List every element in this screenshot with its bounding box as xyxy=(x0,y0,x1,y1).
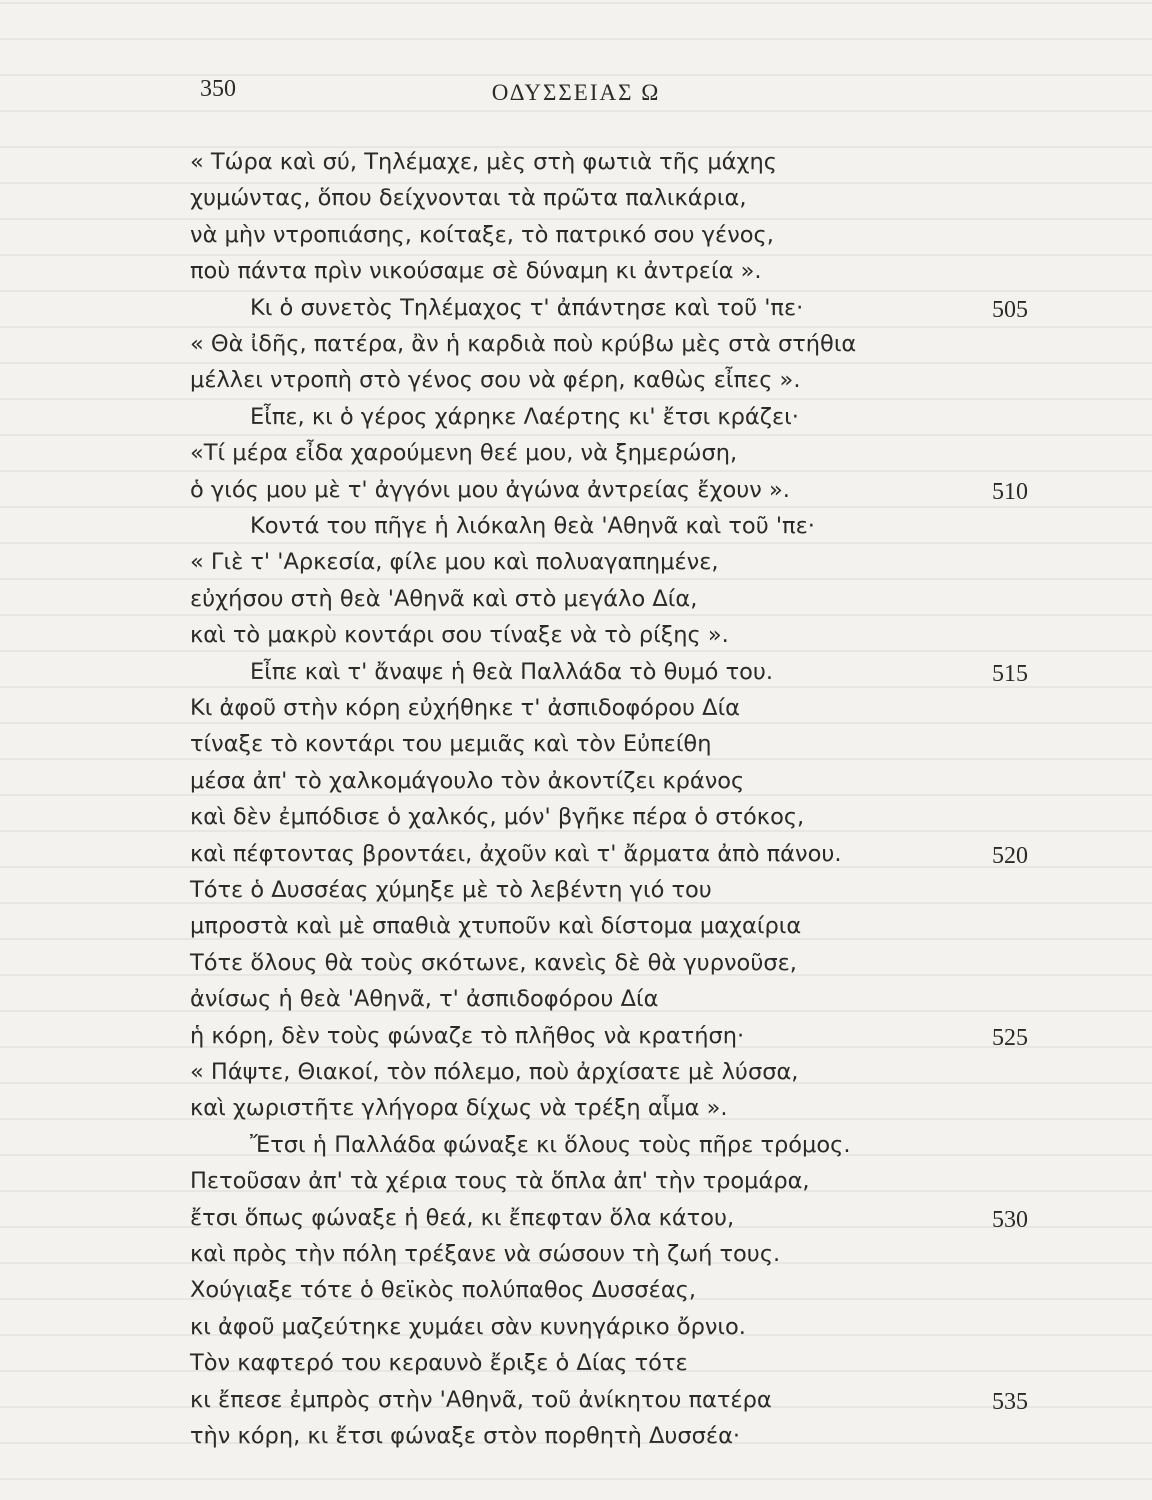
verse-line: τίναξε τὸ κοντάρι του μεμιᾶς καὶ τὸν Εὐπείθη xyxy=(190,731,712,757)
running-head: ΟΔΥΣΣΕΙΑΣ Ω xyxy=(491,80,661,105)
line-number: 515 xyxy=(992,661,1028,687)
verse-line: Τότε ὅλους θὰ τοὺς σκότωνε, κανεὶς δὲ θὰ γυρνοῦσε, xyxy=(190,950,797,976)
verse-line: Πετοῦσαν ἀπ' τὰ χέρια τους τὰ ὅπλα ἀπ' τὴν τρομάρα, xyxy=(190,1168,810,1194)
verse-line: καὶ χωριστῆτε γλήγορα δίχως νὰ τρέξη αἷμα ». xyxy=(190,1095,728,1121)
verse-line: « Θὰ ἰδῆς, πατέρα, ἂν ἡ καρδιὰ ποὺ κρύβω μὲς στὰ στήθια xyxy=(190,331,857,357)
verse-line: ὁ γιός μου μὲ τ' ἀγγόνι μου ἀγώνα ἀντρείας ἔχουν ». xyxy=(190,477,790,503)
verse-line: Κι ὁ συνετὸς Τηλέμαχος τ' ἀπάντησε καὶ τοῦ 'πε· xyxy=(250,295,804,321)
verse-line: τὴν κόρη, κι ἔτσι φώναξε στὸν πορθητὴ Δυσσέα· xyxy=(190,1423,741,1449)
line-number: 535 xyxy=(992,1389,1028,1415)
verse-line: ποὺ πάντα πρὶν νικούσαμε σὲ δύναμη κι ἀντρεία ». xyxy=(190,258,762,284)
verse-line: Τὸν καφτερό του κεραυνὸ ἔριξε ὁ Δίας τότε xyxy=(190,1350,688,1376)
line-number: 525 xyxy=(992,1025,1028,1051)
verse-line: μέλλει ντροπὴ στὸ γένος σου νὰ φέρη, καθὼς εἶπες ». xyxy=(190,367,801,393)
line-number: 530 xyxy=(992,1207,1028,1233)
verse-line: καὶ τὸ μακρὺ κοντάρι σου τίναξε νὰ τὸ ρίξης ». xyxy=(190,622,729,648)
verse-line: καὶ πρὸς τὴν πόλη τρέξανε νὰ σώσουν τὴ ζωή τους. xyxy=(190,1241,781,1267)
verse-line: Εἶπε, κι ὁ γέρος χάρηκε Λαέρτης κι' ἔτσι κράζει· xyxy=(250,404,799,430)
verse-line: Εἶπε καὶ τ' ἄναψε ἡ θεὰ Παλλάδα τὸ θυμό του. xyxy=(250,659,774,685)
verse-line: ἀνίσως ἡ θεὰ 'Αθηνᾶ, τ' ἀσπιδοφόρου Δία xyxy=(190,986,659,1012)
verse-line: ἔτσι ὅπως φώναξε ἡ θεά, κι ἔπεφταν ὅλα κάτου, xyxy=(190,1205,735,1231)
line-number: 510 xyxy=(992,479,1028,505)
verse-line: Κοντά του πῆγε ἡ λιόκαλη θεὰ 'Αθηνᾶ καὶ τοῦ 'πε· xyxy=(250,513,815,539)
page-number: 350 xyxy=(200,76,236,102)
verse-line: Ἔτσι ἡ Παλλάδα φώναξε κι ὅλους τοὺς πῆρε τρόμος. xyxy=(250,1132,851,1158)
verse-line: μπροστὰ καὶ μὲ σπαθιὰ χτυποῦν καὶ δίστομα μαχαίρια xyxy=(190,913,802,939)
line-number: 505 xyxy=(992,297,1028,323)
verse-line: Τότε ὁ Δυσσέας χύμηξε μὲ τὸ λεβέντη γιό του xyxy=(190,877,712,903)
verse-line: μέσα ἀπ' τὸ χαλκομάγουλο τὸν ἀκοντίζει κράνος xyxy=(190,768,745,794)
verse-line: εὐχήσου στὴ θεὰ 'Αθηνᾶ καὶ στὸ μεγάλο Δία, xyxy=(190,586,698,612)
line-number: 520 xyxy=(992,843,1028,869)
verse-line: χυμώντας, ὅπου δείχνονται τὰ πρῶτα παλικάρια, xyxy=(190,185,747,211)
verse-line: « Τώρα καὶ σύ, Τηλέμαχε, μὲς στὴ φωτιὰ τῆς μάχης xyxy=(190,149,777,175)
verse-line: καὶ δὲν ἐμπόδισε ὁ χαλκός, μόν' βγῆκε πέρα ὁ στόκος, xyxy=(190,804,805,830)
verse-line: καὶ πέφτοντας βροντάει, ἀχοῦν καὶ τ' ἄρματα ἀπὸ πάνου. xyxy=(190,841,842,867)
verse-line: Χούγιαξε τότε ὁ θεϊκὸς πολύπαθος Δυσσέας, xyxy=(190,1277,697,1303)
verse-line: κι ἔπεσε ἐμπρὸς στὴν 'Αθηνᾶ, τοῦ ἀνίκητου πατέρα xyxy=(190,1387,772,1413)
verse-line: « Γιὲ τ' 'Αρκεσία, φίλε μου καὶ πολυαγαπημένε, xyxy=(190,549,719,575)
verse-line: «Τί μέρα εἶδα χαρούμενη θεέ μου, νὰ ξημερώση, xyxy=(190,440,738,466)
verse-line: νὰ μὴν ντροπιάσης, κοίταξε, τὸ πατρικό σου γένος, xyxy=(190,222,774,248)
verse-line: « Πάψτε, Θιακοί, τὸν πόλεμο, ποὺ ἀρχίσατε μὲ λύσσα, xyxy=(190,1059,799,1085)
verse-line: κι ἀφοῦ μαζεύτηκε χυμάει σὰν κυνηγάρικο ὄρνιο. xyxy=(190,1314,746,1340)
verse-line: Κι ἀφοῦ στὴν κόρη εὐχήθηκε τ' ἀσπιδοφόρου Δία xyxy=(190,695,741,721)
verse-line: ἡ κόρη, δὲν τοὺς φώναζε τὸ πλῆθος νὰ κρατήση· xyxy=(190,1023,745,1049)
